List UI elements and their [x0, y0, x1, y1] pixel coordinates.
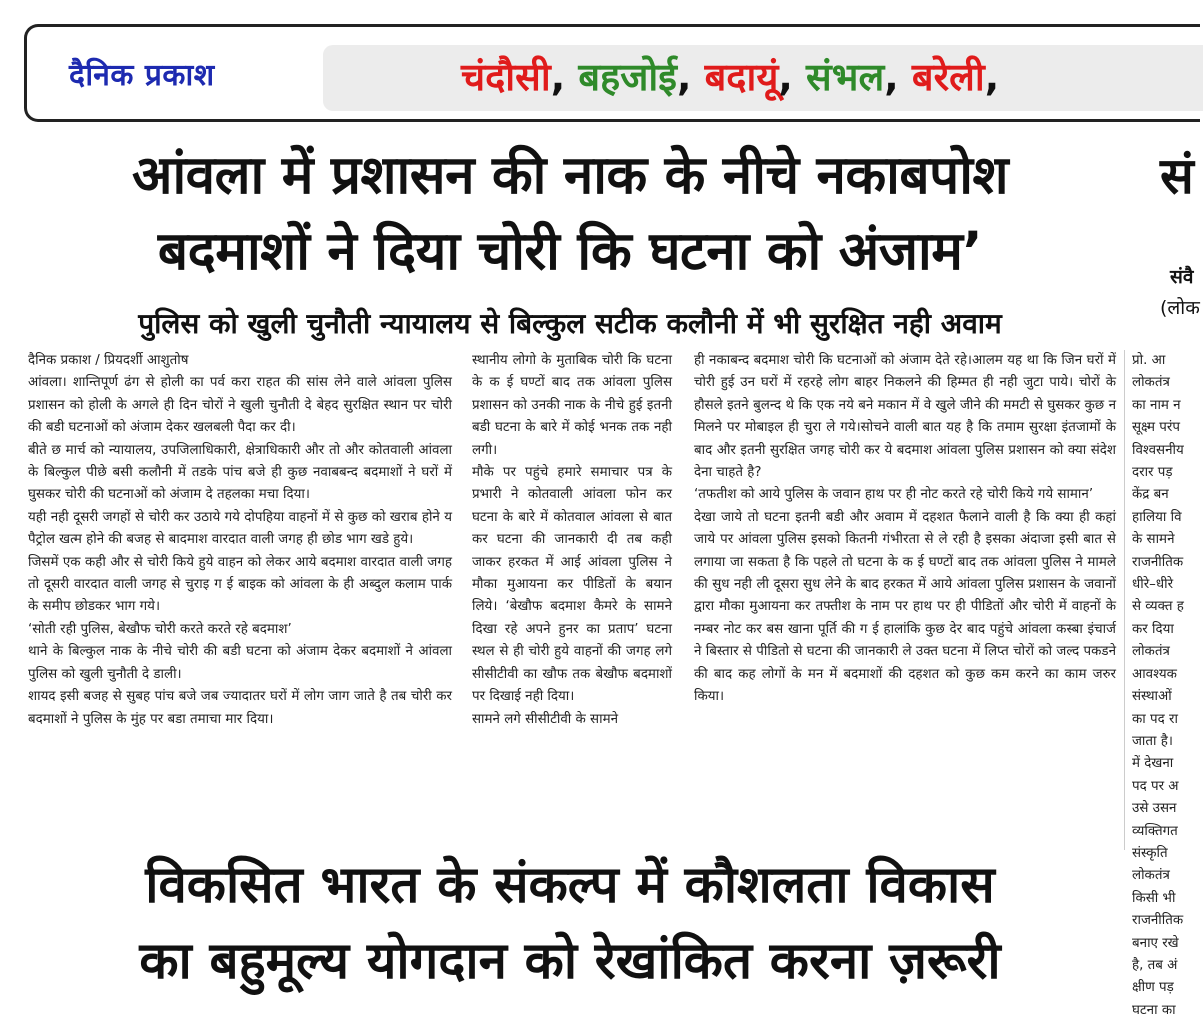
city-name: चंदौसी: [461, 55, 551, 99]
paragraph: का पद रा: [1132, 711, 1178, 727]
paragraph: लोकतंत्र: [1132, 868, 1170, 884]
main-headline: [0, 138, 1140, 290]
paragraph: हालिया वि: [1132, 509, 1182, 525]
paragraph: का नाम न: [1132, 397, 1181, 413]
paragraph: देखा जाये तो घटना इतनी बडी और अवाम में दहशत फैलाने वाली है कि क्या ही कहां जाये पर आंवला पुलिस इसको कितनी गंभीरता से ले रही है इसका अंदाजा इसी बात से लगाया जा सकता है कि पहले तो घटना के क ई घण्टों बाद तक आंवला पुलिस ने मामले की सुध नही ली दूसरा सुध लेने के बाद हरकत में आये आंवला पुलिस प्रशासन के जवानों द्वारा मौका मुआयना कर तफ्तीश के नाम पर हाथ पर ही पीडितों और चोरी में वाहनों के नम्बर नोट कर बस खाना पूर्ति की ग ई हालांकि कुछ देर बाद पहुंचे आंवला कस्बा इंचार्ज ने बिस्तार से पीडितो से घटना की जानकारी ले उक्त घटना में लिप्त चोरों को जल्द पकडने की बाद कह लोगों के मन में बदमाशों की दहशत को कुछ कम करने का काम जरुर किया।: [694, 509, 1116, 705]
paragraph: धीरे–धीरे: [1132, 577, 1174, 593]
city-separator: ,: [984, 55, 1000, 99]
paragraph: जाता है।: [1132, 733, 1173, 749]
article-column-3: [694, 350, 1116, 709]
paragraph: व्यक्तिगत: [1132, 823, 1178, 839]
adjacent-article-byline: संवै: [1170, 266, 1194, 288]
paragraph: कर दिया: [1132, 621, 1174, 637]
city-name: बदायूं: [704, 55, 779, 99]
article-column-1: [28, 350, 452, 731]
paragraph: ‘तफतीश को आये पुलिस के जवान हाथ पर ही नोट करते रहे चोरी किये गये सामान’: [694, 487, 1094, 503]
paragraph: यही नही दूसरी जगहों से चोरी कर उठाये गये दोपहिया वाहनों में से कुछ को खराब होने य पैट्रोल खत्म होने की बजह से बादमाश वारदात वाली जगह ही छोड भाग खडे हुये।: [28, 509, 452, 548]
paragraph: उसे उसन: [1132, 801, 1177, 817]
adjacent-article-title: सं: [1160, 147, 1194, 205]
paragraph: जिसमें एक कही और से चोरी किये हुये वाहन को लेकर आये बदमाश वारदात वाली जगह तो दूसरी वारदात वाली जगह से चुराइ ग ई बाइक को आंवला के ही अब्दुल कलाम पार्क के समीप छोडकर भाग गये।: [28, 554, 452, 615]
paragraph: राजनीतिक: [1132, 554, 1184, 570]
city-separator: ,: [550, 55, 579, 99]
city-separator: ,: [884, 55, 912, 99]
paragraph: संस्कृति: [1132, 845, 1168, 861]
city-name: बहजोई: [578, 55, 677, 99]
paragraph: घटना का: [1132, 1002, 1176, 1018]
sub-headline: पुलिस को खुली चुनौती न्यायालय से बिल्कुल सटीक कलौनी में भी सुरक्षित नही अवाम: [138, 307, 1002, 340]
paragraph: प्रो. आ: [1132, 353, 1166, 368]
paragraph: सूक्ष्म परंप: [1132, 420, 1180, 436]
bottom-headline-line-2: का बहुमूल्य योगदान को रेखांकित करना ज़रूरी: [139, 932, 1001, 991]
paragraph: लोकतंत्र: [1132, 644, 1170, 660]
adjacent-article-byline-2: (लोक: [1160, 297, 1200, 319]
paragraph: के सामने: [1132, 532, 1175, 548]
masthead-banner: [24, 24, 1200, 122]
bottom-headline-line-1: विकसित भारत के संकल्प में कौशलता विकास: [145, 856, 995, 915]
city-name: संभल: [806, 55, 885, 99]
paragraph: थाने के बिल्कुल नाक के नीचे चोरी की बडी घटना को अंजाम देकर बदमाशों ने आंवला पुलिस को खुली चुनौती दे डाली।: [28, 644, 452, 682]
city-separator: ,: [676, 55, 705, 99]
paragraph: मौके पर पहुंचे हमारे समाचार पत्र के प्रभारी ने कोतवाली आंवला फोन कर घटना के बारे में कोतवाल आंवला से बात कर घटना की जानकारी दी तब कही जाकर हरकत में आई आंवला पुलिस ने मौका मुआयना कर पीडितों के बयान लिये। ‘बेखौफ बदमाश कैमरे के सामने दिखा रहे अपने हुनर का प्रताप’ घटना स्थल से ही चोरी हुये वाहनों की जगह लगे सीसीटीवी का खौफ तक बेखौफ बदमाशों पर दिखाई नही दिया।: [472, 465, 672, 705]
paragraph: विश्वसनीय: [1132, 442, 1184, 458]
paragraph: स्थानीय लोगो के मुताबिक चोरी कि घटना के क ई घण्टों बाद तक आंवला पुलिस प्रशासन को उनकी नाक के नीचे हुई इतनी बडी घटना के बारे में कोई भनक तक नही लगी।: [472, 353, 672, 458]
adjacent-article-column: [1132, 350, 1202, 1022]
paragraph: आवश्यक: [1132, 666, 1177, 682]
paragraph: है, तब अं: [1132, 957, 1178, 973]
bottom-headline: [0, 848, 1140, 1000]
paragraph: आंवला। शान्तिपूर्ण ढंग से होली का पर्व करा राहत की सांस लेने वाले आंवला पुलिस प्रशासन को होली के अगले ही दिन चोरों ने खुली चुनौती दे बेहद सुरक्षित स्थान पर चोरी की बडी घटनाओं को अंजाम देकर खलबली पैदा कर दी।: [28, 375, 452, 436]
column-divider: [1124, 350, 1125, 850]
paragraph: दैनिक प्रकाश / प्रियदर्शी आशुतोष: [28, 353, 189, 368]
paragraph: ही नकाबन्द बदमाश चोरी कि घटनाओं को अंजाम देते रहे।आलम यह था कि जिन घरों में चोरी हुई उन घरों में रहरहे लोग बाहर निकलने की हिम्मत ही नही जुटा पाये। चोरों के हौसले इतने बुलन्द थे कि एक नये बने मकान में वे खुले जीने की ममटी से घुसकर कुछ न मिलने पर मोबाइल ही चुरा ले गये।सोचने वाली बात यह है कि तमाम सुरक्षा इंतजामों के बाद और इतनी सुरक्षित जगह चोरी कर ये बदमाश आंवला पुलिस प्रशासन को क्या संदेश देना चाहते है?: [694, 353, 1116, 481]
headline-line-2: बदमाशों ने दिया चोरी कि घटना को अंजाम’: [157, 221, 983, 282]
paragraph: में देखना: [1132, 756, 1174, 772]
paragraph: दरार पड़: [1132, 465, 1173, 481]
newspaper-brand: दैनिक प्रकाश: [69, 58, 215, 93]
paragraph: राजनीतिक: [1132, 913, 1184, 929]
paragraph: केंद्र बन: [1132, 487, 1169, 503]
paragraph: बनाए रखे: [1132, 935, 1179, 951]
paragraph: किसी भी: [1132, 890, 1176, 906]
paragraph: ‘सोती रही पुलिस, बेखौफ चोरी करते करते रहे बदमाश’: [28, 621, 292, 637]
headline-line-1: आंवला में प्रशासन की नाक के नीचे नकाबपोश: [131, 145, 1009, 206]
article-column-2: [472, 350, 672, 731]
paragraph: से व्यक्त ह: [1132, 599, 1184, 615]
city-name: बरेली: [911, 55, 985, 99]
paragraph: लोकतंत्र: [1132, 375, 1170, 391]
paragraph: क्षीण पड़: [1132, 980, 1174, 996]
paragraph: पद पर अ: [1132, 778, 1179, 794]
paragraph: सामने लगे सीसीटीवी के सामने: [472, 711, 619, 727]
paragraph: संस्थाओं: [1132, 689, 1172, 705]
city-separator: ,: [778, 55, 807, 99]
paragraph: बीते छ मार्च को न्यायालय, उपजिलाधिकारी, क्षेत्राधिकारी और तो और कोतवाली आंवला के बिल्कुल पीछे बसी कलौनी में तडके पांच बजे ही कुछ नवाबबन्द बदमाशों ने घरों में घुसकर चोरी की घटनाओं को अंजाम दे तहलका मचा दिया।: [28, 442, 452, 503]
paragraph: शायद इसी बजह से सुबह पांच बजे जब ज्यादातर घरों में लोग जाग जाते है तब चोरी कर बदमाशों ने पुलिस के मुंह पर बडा तमाचा मार दिया।: [28, 689, 452, 727]
city-edition-strip: [323, 45, 1203, 111]
